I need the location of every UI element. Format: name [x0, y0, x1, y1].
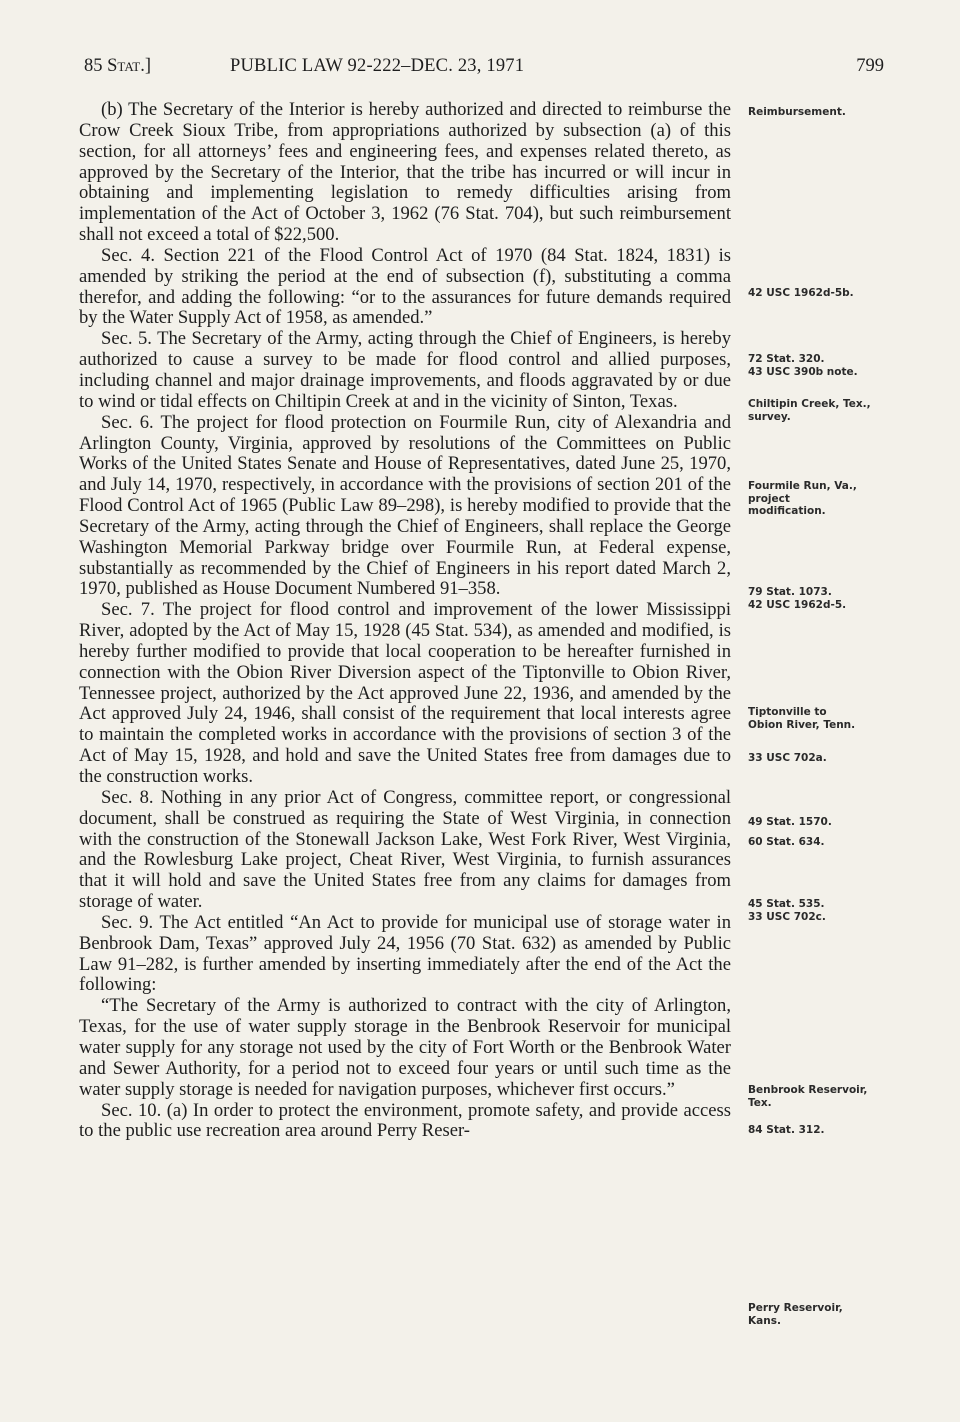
paragraph-3b: (b) The Secretary of the Interior is hereby authorized and directed to reimburse the Crow Creek Sioux Tribe, from appropriations authorized by subsection (a) of this section, for all attorneys’ fees and engineering fees, and expenses related thereto, as approved by the Secretary of the Interior, that the tribe has incurred or will incur in obtaining and implementing legislation to remedy difficulties arising from implementation of the Act of October 3, 1962 (76 Stat. 704), but such reimbursement shall not exceed a total of $22,500.	[79, 99, 731, 246]
paragraph-sec-10: Sec. 10. (a) In order to protect the environment, promote safety, and provide access to the public use recreation area around Perry Reser-	[79, 1099, 731, 1142]
paragraph-sec-9-quote: “The Secretary of the Army is authorized to contract with the city of Arlington, Texas, for the use of water supply storage in the Benbrook Reservoir for municipal water supply for any storage not used by the city of Fort Worth or the Benbrook Water and Sewer Authority, for a period not to exceed four years or until such time as the water supply storage is needed for navigation purposes, whichever first occurs.”	[79, 995, 731, 1100]
margin-note-reimbursement: Reimbursement.	[748, 106, 846, 118]
margin-note-72-stat-320: 72 Stat. 320. 43 USC 390b note.	[748, 353, 858, 378]
paragraph-sec-4: Sec. 4. Section 221 of the Flood Control Act of 1970 (84 Stat. 1824, 1831) is amended by striking the period at the end of subsection (f), substituting a comma therefor, and adding the following: “or to the assurances for future demands required by the Water Supply Act of 1958, as amended.”	[79, 244, 731, 329]
paragraph-sec-5: Sec. 5. The Secretary of the Army, acting through the Chief of Engineers, is hereby authorized to cause a survey to be made for flood control and allied purposes, including channel and major drainage improvements, and floods aggravated by or due to wind or tidal effects on Chiltipin Creek at and in the vicinity of Sinton, Texas.	[79, 328, 731, 412]
margin-note-42-usc-1962d-5b: 42 USC 1962d-5b.	[748, 287, 854, 299]
margin-note-45-stat-535: 45 Stat. 535. 33 USC 702c.	[748, 898, 826, 923]
margin-note-benbrook-reservoir: Benbrook Reservoir, Tex.	[748, 1084, 868, 1109]
margin-note-fourmile-run: Fourmile Run, Va., project modification.	[748, 480, 857, 517]
margin-note-perry-reservoir: Perry Reservoir, Kans.	[748, 1302, 843, 1327]
page-number: 799	[856, 56, 884, 76]
law-title: PUBLIC LAW 92-222–DEC. 23, 1971	[230, 56, 525, 76]
margin-note-79-stat-1073: 79 Stat. 1073. 42 USC 1962d-5.	[748, 586, 847, 611]
paragraph-sec-8: Sec. 8. Nothing in any prior Act of Congress, committee report, or congressional document, shall be construed as requiring the State of West Virginia, in connection with the construction of the Stonewall Jackson Lake, West Fork River, West Virginia, and the Rowlesburg Lake project, Cheat River, West Virginia, to furnish assurances that it will hold and save the United States free from any claims for damages from storage of water.	[79, 786, 731, 913]
statute-volume: 85 Stat.]	[84, 56, 151, 76]
paragraph-sec-9: Sec. 9. The Act entitled “An Act to provide for municipal use of storage water in Benbrook Dam, Texas” approved July 24, 1956 (70 Stat. 632) as amended by Public Law 91–282, is further amended by inserting immediately after the end of the Act the following:	[79, 911, 731, 996]
margin-note-49-stat-1570: 49 Stat. 1570. 60 Stat. 634.	[748, 816, 832, 848]
margin-note-tiptonville: Tiptonville to Obion River, Tenn.	[748, 706, 856, 731]
paragraph-sec-7: Sec. 7. The project for flood control and improvement of the lower Mississippi River, adopted by the Act of May 15, 1928 (45 Stat. 534), as amended and modified, is hereby further modified to provide that local cooperation to be hereafter furnished in connection with the Obion River Diversion aspect of the Tiptonville to Obion River, Tennessee project, authorized by the Act approved June 22, 1936, and amended by the Act approved July 24, 1946, shall consist of the requirement that local interests agree to maintain the completed works in accordance with the provisions of section 3 of the Act of May 15, 1928, and hold and save the United States free from damages due to the construction works.	[79, 599, 731, 787]
margin-note-chiltipin-creek: Chiltipin Creek, Tex., survey.	[748, 398, 871, 423]
paragraph-sec-6: Sec. 6. The project for flood protection on Fourmile Run, city of Alexandria and Arlington County, Virginia, approved by resolutions of the Committees on Public Works of the United States Senate and House of Representatives, dated June 25, 1970, and July 14, 1970, respectively, in accordance with the provisions of section 201 of the Flood Control Act of 1965 (Public Law 89–298), is hereby modified to provide that the Secretary of the Army, acting through the Chief of Engineers, shall replace the George Washington Memorial Parkway bridge over Fourmile Run, at Federal expense, substantially as recommended by the Chief of Engineers in his report dated March 2, 1970, published as House Document Numbered 91–358.	[79, 411, 731, 600]
margin-note-84-stat-312: 84 Stat. 312.	[748, 1124, 825, 1136]
margin-note-33-usc-702a: 33 USC 702a.	[748, 752, 827, 764]
